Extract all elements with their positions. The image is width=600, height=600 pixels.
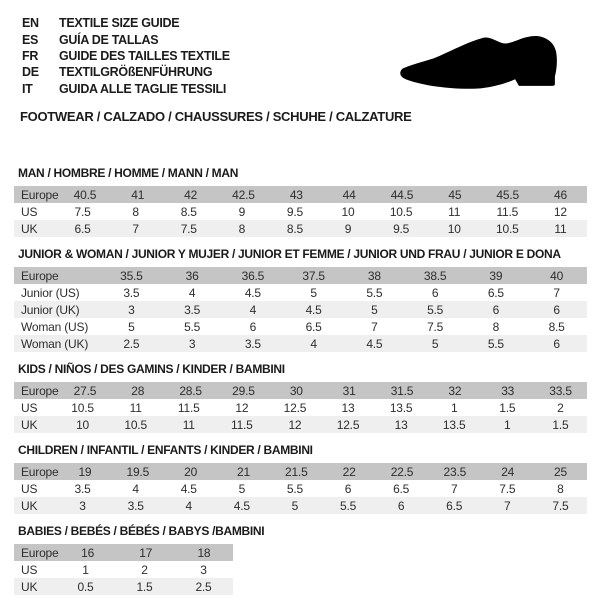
size-value: 5.5	[487, 336, 504, 351]
language-code: DE	[22, 65, 39, 80]
row-label: Junior (US)	[21, 285, 80, 300]
size-value: 4.5	[305, 302, 322, 317]
size-table	[14, 544, 233, 595]
size-value: 1.5	[136, 579, 153, 594]
size-value: 9.5	[393, 221, 410, 236]
table-row	[14, 497, 587, 514]
size-value: 42	[184, 187, 198, 202]
size-value: 5	[310, 285, 317, 300]
size-value: 4.5	[244, 285, 261, 300]
row-label: US	[21, 562, 38, 577]
size-value: 13.5	[389, 400, 413, 415]
size-value: 10.5	[496, 221, 519, 236]
row-label: Europe	[21, 268, 59, 283]
size-tables	[14, 166, 587, 600]
size-value: 4.5	[180, 481, 197, 496]
size-value: 9.5	[286, 204, 303, 219]
table-row	[14, 382, 587, 399]
table-title: KIDS / NIÑOS / DES GAMINS / KINDER / BAMBINI	[18, 362, 285, 376]
size-value: 5	[431, 336, 439, 351]
size-value: 8	[492, 319, 500, 334]
table-row	[14, 480, 587, 497]
category-heading: FOOTWEAR / CALZADO / CHAUSSURES / SCHUHE / CALZATURE	[20, 109, 412, 124]
size-value: 4	[310, 336, 317, 351]
size-value: 3.5	[127, 498, 144, 513]
size-value: 10.5	[124, 417, 147, 432]
table-title: CHILDREN / INFANTIL / ENFANTS / KINDER / BAMBINI	[18, 443, 313, 457]
size-value: 12.5	[336, 417, 360, 432]
size-value: 25	[554, 464, 567, 479]
row-label: Woman (UK)	[21, 336, 89, 351]
table-row	[14, 578, 233, 595]
size-value: 7	[450, 481, 458, 496]
size-value: 1	[504, 417, 511, 432]
table-row	[14, 335, 587, 352]
language-row-en	[22, 15, 230, 31]
size-value: 19.5	[126, 464, 150, 479]
shoe-icon	[391, 27, 571, 103]
size-value: 6	[249, 319, 257, 334]
size-value: 12	[553, 204, 567, 219]
row-label: US	[21, 400, 38, 415]
size-value: 10.5	[71, 400, 94, 415]
size-value: 8	[132, 204, 139, 219]
size-table	[14, 463, 587, 514]
size-value: 8.5	[548, 319, 565, 334]
size-value: 16	[81, 545, 95, 560]
size-value: 5	[238, 481, 246, 496]
language-code: EN	[22, 16, 39, 31]
size-value: 6	[397, 498, 405, 513]
language-row-de	[22, 64, 230, 80]
table-title: MAN / HOMBRE / HOMME / MANN / MAN	[18, 166, 239, 180]
size-value: 5	[371, 302, 378, 317]
size-value: 6	[553, 302, 560, 317]
size-value: 5	[128, 319, 135, 334]
size-value: 3.5	[74, 481, 91, 496]
size-value: 11.5	[230, 417, 253, 432]
size-value: 8	[557, 481, 564, 496]
row-label: UK	[21, 498, 38, 513]
size-value: 35.5	[120, 268, 143, 283]
size-value: 11.5	[177, 400, 200, 415]
size-value: 32	[448, 383, 462, 398]
size-value: 11	[129, 400, 142, 415]
size-value: 10	[341, 204, 355, 219]
size-table-section	[14, 166, 587, 237]
size-value: 6.5	[305, 319, 322, 334]
size-value: 3	[188, 336, 196, 351]
row-label: Europe	[21, 545, 59, 560]
size-value: 38	[367, 268, 381, 283]
size-value: 6	[492, 302, 500, 317]
size-value: 20	[184, 464, 198, 479]
row-label: Europe	[21, 187, 59, 202]
size-value: 5.5	[286, 481, 303, 496]
size-value: 8	[238, 221, 246, 236]
table-row	[14, 267, 587, 284]
table-row	[14, 561, 233, 578]
language-title: GUÍA DE TALLAS	[59, 32, 159, 47]
size-value: 22.5	[390, 464, 414, 479]
table-row	[14, 284, 587, 301]
language-row-it	[22, 81, 230, 97]
size-value: 7	[504, 498, 511, 513]
size-value: 1	[450, 400, 458, 415]
size-value: 24	[501, 464, 515, 479]
size-value: 13.5	[442, 417, 466, 432]
size-value: 5	[291, 498, 299, 513]
size-value: 2	[557, 400, 564, 415]
size-value: 10.5	[389, 204, 413, 219]
size-value: 30	[289, 383, 303, 398]
size-value: 3.5	[123, 285, 140, 300]
row-label: US	[21, 481, 38, 496]
size-value: 28.5	[179, 383, 202, 398]
size-value: 45	[448, 187, 462, 202]
table-title: BABIES / BEBÉS / BÉBÉS / BABYS /BAMBINI	[18, 524, 265, 538]
size-value: 45.5	[496, 187, 519, 202]
table-row	[14, 186, 587, 203]
size-value: 3.5	[184, 302, 201, 317]
table-row	[14, 544, 233, 561]
size-value: 2.5	[195, 579, 212, 594]
size-value: 4.5	[233, 498, 250, 513]
language-code: FR	[22, 48, 39, 63]
table-row	[14, 399, 587, 416]
language-row-fr	[22, 48, 230, 64]
size-value: 42.5	[232, 187, 255, 202]
size-value: 6.5	[487, 285, 504, 300]
size-value: 8.5	[180, 204, 197, 219]
size-value: 23.5	[443, 464, 467, 479]
size-value: 6.5	[393, 481, 410, 496]
size-value: 1.5	[552, 417, 569, 432]
size-value: 4	[185, 498, 192, 513]
size-value: 4	[188, 285, 196, 300]
size-value: 11.5	[496, 204, 519, 219]
size-value: 12.5	[283, 400, 307, 415]
table-row	[14, 463, 587, 480]
row-label: Woman (US)	[21, 319, 89, 334]
row-label: Europe	[21, 464, 59, 479]
size-value: 29.5	[232, 383, 255, 398]
size-value: 22	[342, 464, 356, 479]
row-label: UK	[21, 221, 38, 236]
size-value: 27.5	[73, 383, 97, 398]
language-code: ES	[22, 32, 39, 47]
size-value: 3	[128, 302, 135, 317]
size-value: 5.5	[184, 319, 201, 334]
size-table	[14, 186, 587, 237]
row-label: UK	[21, 579, 38, 594]
size-value: 9	[344, 221, 352, 236]
size-value: 12	[235, 400, 249, 415]
size-value: 37.5	[302, 268, 325, 283]
size-value: 36.5	[241, 268, 265, 283]
size-value: 6	[431, 285, 439, 300]
language-title: TEXTILE SIZE GUIDE	[59, 16, 180, 31]
size-value: 44	[342, 187, 356, 202]
size-value: 28	[131, 383, 145, 398]
size-value: 36	[185, 268, 199, 283]
size-value: 7.5	[499, 481, 516, 496]
size-value: 44.5	[390, 187, 414, 202]
size-value: 5.5	[366, 285, 383, 300]
size-value: 6	[553, 336, 560, 351]
size-value: 18	[197, 545, 211, 560]
size-value: 7.5	[74, 204, 91, 219]
size-value: 3	[200, 562, 207, 577]
size-value: 6.5	[74, 221, 91, 236]
size-value: 0.5	[77, 579, 94, 594]
language-title: GUIDE DES TAILLES TEXTILE	[59, 48, 230, 63]
size-value: 7	[132, 221, 139, 236]
table-row	[14, 318, 587, 335]
size-value: 3.5	[244, 336, 261, 351]
size-value: 1.5	[499, 400, 516, 415]
size-value: 7	[371, 319, 378, 334]
size-value: 7.5	[180, 221, 197, 236]
size-value: 46	[554, 187, 567, 202]
size-value: 9	[238, 204, 246, 219]
size-value: 7	[553, 285, 560, 300]
size-value: 33.5	[549, 383, 572, 398]
size-table-section	[14, 247, 587, 352]
size-value: 11	[448, 204, 461, 219]
size-value: 31	[342, 383, 356, 398]
size-value: 7.5	[427, 319, 444, 334]
language-title: GUIDA ALLE TAGLIE TESSILI	[59, 81, 227, 96]
size-value: 40.5	[73, 187, 97, 202]
size-value: 5.5	[427, 302, 444, 317]
size-value: 2.5	[123, 336, 140, 351]
size-value: 7.5	[552, 498, 569, 513]
language-title: TEXTILGRÖßENFÜHRUNG	[59, 65, 213, 80]
size-value: 21	[236, 464, 250, 479]
size-value: 12	[288, 417, 302, 432]
row-label: US	[21, 204, 38, 219]
size-table	[14, 267, 587, 352]
size-value: 41	[131, 187, 145, 202]
size-table	[14, 382, 587, 433]
size-value: 40	[550, 268, 564, 283]
size-value: 2	[141, 562, 148, 577]
size-value: 33	[501, 383, 515, 398]
table-row	[14, 220, 587, 237]
table-row	[14, 301, 587, 318]
size-value: 10	[76, 417, 90, 432]
table-row	[14, 203, 587, 220]
size-value: 5.5	[339, 498, 357, 513]
size-value: 6	[344, 481, 352, 496]
size-value: 21.5	[285, 464, 308, 479]
size-value: 39	[489, 268, 503, 283]
size-value: 38.5	[423, 268, 447, 283]
size-value: 19	[78, 464, 92, 479]
size-value: 31.5	[390, 383, 414, 398]
size-table-section	[14, 524, 587, 595]
row-label: Junior (UK)	[21, 302, 80, 317]
language-list	[22, 15, 230, 97]
size-value: 4.5	[366, 336, 383, 351]
table-title: JUNIOR & WOMAN / JUNIOR Y MUJER / JUNIOR ET FEMME / JUNIOR UND FRAU / JUNIOR E DONA	[18, 247, 561, 261]
size-value: 4	[132, 481, 139, 496]
size-value: 10	[447, 221, 461, 236]
row-label: UK	[21, 417, 38, 432]
size-value: 1	[82, 562, 89, 577]
size-value: 13	[394, 417, 408, 432]
size-value: 6.5	[446, 498, 463, 513]
table-row	[14, 416, 587, 433]
size-value: 8.5	[286, 221, 303, 236]
size-table-section	[14, 443, 587, 514]
language-code: IT	[22, 81, 33, 96]
size-value: 43	[289, 187, 303, 202]
language-row-es	[22, 31, 230, 47]
row-label: Europe	[21, 383, 59, 398]
size-value: 3	[79, 498, 86, 513]
size-table-section	[14, 362, 587, 433]
size-value: 11	[554, 221, 567, 236]
size-value: 17	[139, 545, 153, 560]
size-value: 13	[341, 400, 355, 415]
size-value: 11	[182, 417, 195, 432]
size-value: 4	[249, 302, 257, 317]
